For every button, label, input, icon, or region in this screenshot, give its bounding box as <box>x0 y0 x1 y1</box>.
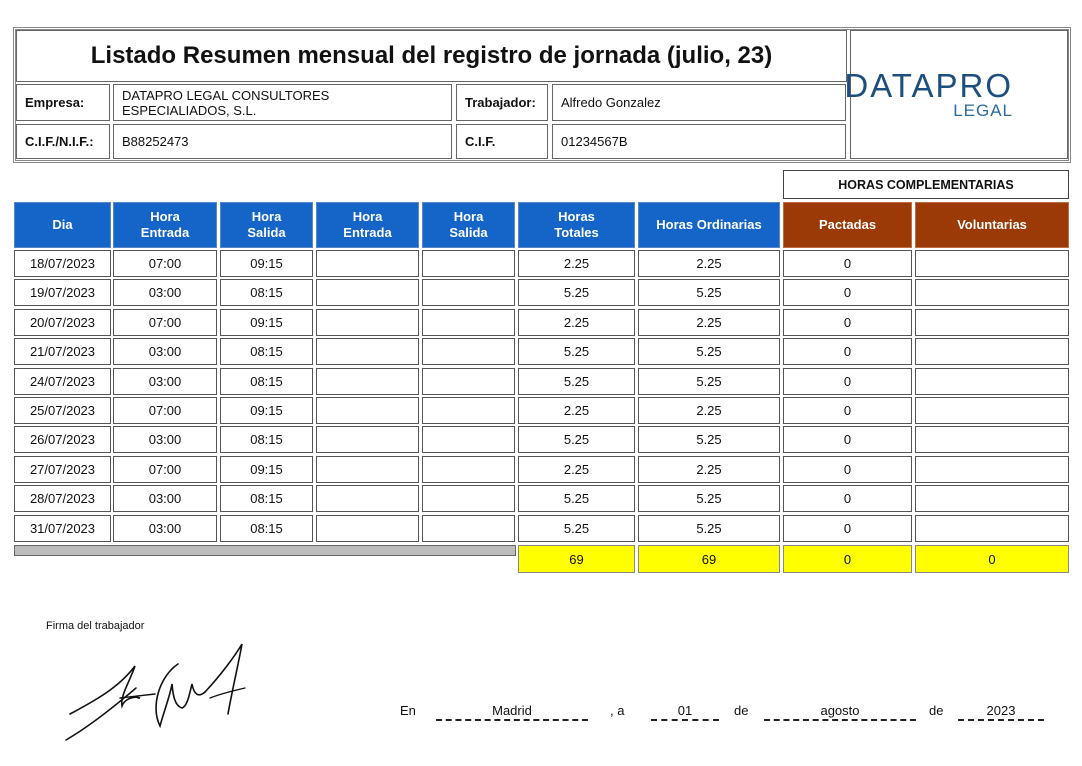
cell-hora-salida-2 <box>422 250 515 277</box>
cell-hora-salida-2 <box>422 338 515 365</box>
cif-label: C.I.F. <box>456 124 548 159</box>
cell-pactadas: 0 <box>783 456 912 483</box>
cell-dia: 19/07/2023 <box>14 279 111 306</box>
en-label: En <box>400 703 416 718</box>
cell-hora-entrada-1: 07:00 <box>113 309 217 336</box>
total-horas-ordinarias: 69 <box>638 545 780 573</box>
cell-horas-totales: 5.25 <box>518 485 635 512</box>
cell-dia: 31/07/2023 <box>14 515 111 542</box>
cell-horas-ordinarias: 2.25 <box>638 456 780 483</box>
cell-hora-entrada-1: 03:00 <box>113 485 217 512</box>
col-header-voluntarias: Voluntarias <box>915 202 1069 248</box>
cell-hora-salida-2 <box>422 426 515 453</box>
cell-hora-salida-1: 09:15 <box>220 397 313 424</box>
cell-hora-salida-1: 08:15 <box>220 338 313 365</box>
cell-hora-salida-2 <box>422 485 515 512</box>
cell-horas-ordinarias: 5.25 <box>638 279 780 306</box>
cell-dia: 28/07/2023 <box>14 485 111 512</box>
cell-horas-totales: 2.25 <box>518 309 635 336</box>
cell-voluntarias <box>915 485 1069 512</box>
cell-dia: 26/07/2023 <box>14 426 111 453</box>
cell-hora-entrada-2 <box>316 368 419 395</box>
cell-pactadas: 0 <box>783 397 912 424</box>
cell-hora-salida-1: 08:15 <box>220 368 313 395</box>
cell-horas-totales: 5.25 <box>518 368 635 395</box>
cell-pactadas: 0 <box>783 279 912 306</box>
col-header-hora-entrada-1: Hora Entrada <box>113 202 217 248</box>
cell-horas-ordinarias: 2.25 <box>638 309 780 336</box>
empresa-label: Empresa: <box>16 84 110 121</box>
cell-pactadas: 0 <box>783 338 912 365</box>
total-voluntarias: 0 <box>915 545 1069 573</box>
cell-hora-salida-2 <box>422 309 515 336</box>
cell-pactadas: 0 <box>783 368 912 395</box>
cell-horas-totales: 2.25 <box>518 250 635 277</box>
cell-pactadas: 0 <box>783 309 912 336</box>
cell-dia: 27/07/2023 <box>14 456 111 483</box>
horas-complementarias-header: HORAS COMPLEMENTARIAS <box>783 170 1069 199</box>
total-horas-totales: 69 <box>518 545 635 573</box>
cell-horas-ordinarias: 5.25 <box>638 426 780 453</box>
cell-voluntarias <box>915 426 1069 453</box>
col-header-hora-entrada-2: Hora Entrada <box>316 202 419 248</box>
total-pactadas: 0 <box>783 545 912 573</box>
cell-dia: 18/07/2023 <box>14 250 111 277</box>
col-header-horas-totales: Horas Totales <box>518 202 635 248</box>
cell-dia: 24/07/2023 <box>14 368 111 395</box>
col-header-hora-salida-2: Hora Salida <box>422 202 515 248</box>
col-header-pactadas: Pactadas <box>783 202 912 248</box>
cell-hora-entrada-2 <box>316 485 419 512</box>
trabajador-value: Alfredo Gonzalez <box>552 84 846 121</box>
cell-hora-entrada-2 <box>316 250 419 277</box>
cell-pactadas: 0 <box>783 250 912 277</box>
cell-horas-ordinarias: 5.25 <box>638 515 780 542</box>
cell-dia: 21/07/2023 <box>14 338 111 365</box>
cif-nif-value: B88252473 <box>113 124 452 159</box>
cell-hora-entrada-1: 03:00 <box>113 338 217 365</box>
cell-voluntarias <box>915 309 1069 336</box>
cell-horas-totales: 5.25 <box>518 515 635 542</box>
cell-voluntarias <box>915 279 1069 306</box>
day-field: 01 <box>651 703 719 721</box>
month-field: agosto <box>764 703 916 721</box>
cell-hora-salida-1: 09:15 <box>220 250 313 277</box>
cell-hora-entrada-2 <box>316 309 419 336</box>
cell-hora-entrada-2 <box>316 515 419 542</box>
trabajador-label: Trabajador: <box>456 84 548 121</box>
cell-voluntarias <box>915 368 1069 395</box>
cell-hora-salida-2 <box>422 515 515 542</box>
cell-horas-totales: 2.25 <box>518 456 635 483</box>
cell-hora-entrada-1: 07:00 <box>113 250 217 277</box>
logo-sub-text: LEGAL <box>953 100 1013 120</box>
cell-pactadas: 0 <box>783 485 912 512</box>
de-label-2: de <box>929 703 944 718</box>
cell-hora-salida-1: 08:15 <box>220 485 313 512</box>
cell-hora-entrada-2 <box>316 338 419 365</box>
cell-horas-totales: 5.25 <box>518 426 635 453</box>
cell-pactadas: 0 <box>783 515 912 542</box>
logo-main-text: DATAPRO <box>844 66 1013 104</box>
cif-value: 01234567B <box>552 124 846 159</box>
cell-hora-salida-1: 09:15 <box>220 456 313 483</box>
cell-horas-ordinarias: 5.25 <box>638 485 780 512</box>
company-logo <box>844 30 1068 159</box>
cell-voluntarias <box>915 456 1069 483</box>
cell-hora-salida-2 <box>422 279 515 306</box>
cell-voluntarias <box>915 250 1069 277</box>
cell-hora-salida-1: 09:15 <box>220 309 313 336</box>
firma-label: Firma del trabajador <box>46 620 145 632</box>
col-header-horas-ordinarias: Horas Ordinarias <box>638 202 780 248</box>
cell-voluntarias <box>915 397 1069 424</box>
cell-hora-salida-2 <box>422 397 515 424</box>
a-label: , a <box>610 703 625 718</box>
cell-horas-totales: 5.25 <box>518 338 635 365</box>
cell-horas-ordinarias: 2.25 <box>638 250 780 277</box>
cell-horas-ordinarias: 5.25 <box>638 338 780 365</box>
cell-dia: 20/07/2023 <box>14 309 111 336</box>
cif-nif-label: C.I.F./N.I.F.: <box>16 124 110 159</box>
cell-voluntarias <box>915 338 1069 365</box>
cell-hora-entrada-2 <box>316 456 419 483</box>
cell-hora-entrada-1: 03:00 <box>113 279 217 306</box>
empresa-value: DATAPRO LEGAL CONSULTORES ESPECIALIADOS, S.L. <box>113 84 452 121</box>
cell-dia: 25/07/2023 <box>14 397 111 424</box>
cell-voluntarias <box>915 515 1069 542</box>
cell-hora-entrada-2 <box>316 397 419 424</box>
cell-horas-ordinarias: 2.25 <box>638 397 780 424</box>
page-title: Listado Resumen mensual del registro de jornada (julio, 23) <box>16 30 847 82</box>
cell-pactadas: 0 <box>783 426 912 453</box>
cell-hora-entrada-1: 07:00 <box>113 456 217 483</box>
cell-hora-entrada-1: 03:00 <box>113 426 217 453</box>
cell-hora-entrada-2 <box>316 426 419 453</box>
cell-hora-entrada-1: 03:00 <box>113 368 217 395</box>
de-label-1: de <box>734 703 749 718</box>
cell-horas-totales: 5.25 <box>518 279 635 306</box>
cell-hora-salida-2 <box>422 456 515 483</box>
totals-spacer-bar <box>14 545 516 556</box>
cell-horas-totales: 2.25 <box>518 397 635 424</box>
worker-signature <box>60 636 260 746</box>
city-field: Madrid <box>436 703 588 721</box>
col-header-hora-salida-1: Hora Salida <box>220 202 313 248</box>
cell-horas-ordinarias: 5.25 <box>638 368 780 395</box>
cell-hora-entrada-1: 07:00 <box>113 397 217 424</box>
cell-hora-salida-2 <box>422 368 515 395</box>
cell-hora-salida-1: 08:15 <box>220 426 313 453</box>
cell-hora-salida-1: 08:15 <box>220 279 313 306</box>
cell-hora-entrada-2 <box>316 279 419 306</box>
cell-hora-entrada-1: 03:00 <box>113 515 217 542</box>
cell-hora-salida-1: 08:15 <box>220 515 313 542</box>
year-field: 2023 <box>958 703 1044 721</box>
col-header-dia: Dia <box>14 202 111 248</box>
